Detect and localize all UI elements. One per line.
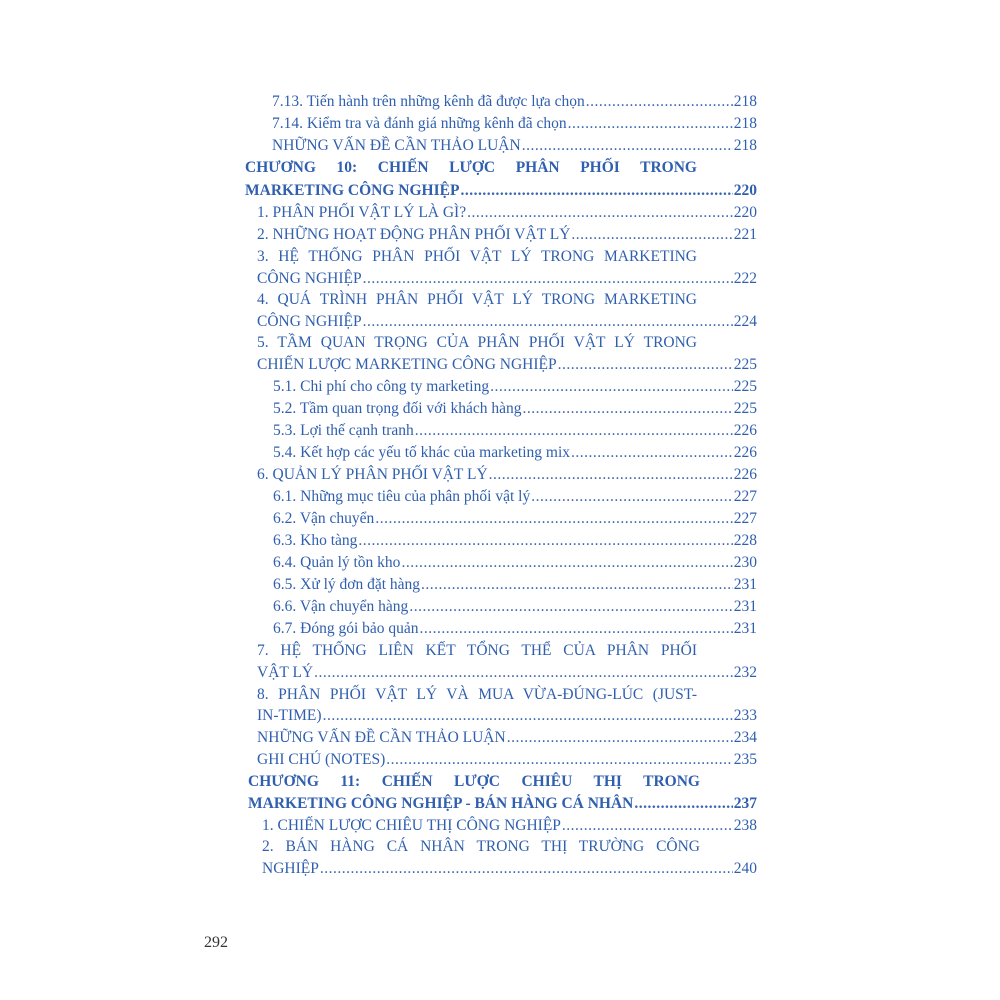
toc-page-number: 225 (733, 356, 757, 373)
toc-entry-title: 5. TẦM QUAN TRỌNG CỦA PHÂN PHỐI VẬT LÝ TRONG (257, 334, 697, 351)
dot-leader (386, 749, 732, 771)
dot-leader (531, 486, 733, 508)
dot-leader (558, 354, 733, 376)
toc-page-number: 232 (733, 664, 757, 681)
toc-line (262, 836, 700, 858)
toc-line (257, 354, 757, 376)
toc-line (257, 727, 757, 749)
toc-line (257, 749, 757, 771)
toc-entry-title: 6.5. Xử lý đơn đặt hàng (273, 576, 421, 593)
dot-leader (460, 180, 732, 202)
toc-page-number: 227 (733, 510, 757, 527)
dot-leader (320, 858, 733, 880)
toc-entry-title: 1. PHÂN PHỐI VẬT LÝ LÀ GÌ? (257, 204, 467, 221)
toc-page-number: 218 (733, 115, 757, 132)
dot-leader (323, 705, 733, 727)
toc-line (273, 618, 757, 640)
dot-leader (401, 552, 732, 574)
chapter-heading-line (245, 157, 697, 179)
toc-line (273, 552, 757, 574)
toc-page-number: 221 (733, 226, 757, 243)
chapter-title: MARKETING CÔNG NGHIỆP - BÁN HÀNG CÁ NHÂN (248, 795, 634, 812)
toc-line (257, 640, 697, 662)
toc-page-number: 228 (733, 532, 757, 549)
toc-line (273, 508, 757, 530)
toc-line (257, 705, 757, 727)
toc-page-number: 220 (733, 182, 757, 199)
toc-page-number: 222 (733, 270, 757, 287)
toc-page-number: 226 (733, 444, 757, 461)
dot-leader (420, 618, 733, 640)
toc-entry-title: 6. QUẢN LÝ PHÂN PHỐI VẬT LÝ (257, 466, 488, 483)
toc-entry-title: 6.3. Kho tàng (273, 532, 358, 549)
toc-entry-title: NGHIỆP (262, 860, 319, 877)
toc-page-number: 230 (733, 554, 757, 571)
toc-page-number: 233 (733, 707, 757, 724)
toc-line (273, 596, 757, 618)
dot-leader (314, 662, 733, 684)
dot-leader (363, 268, 733, 290)
dot-leader (634, 793, 732, 815)
toc-entry-title: 5.2. Tầm quan trọng đối với khách hàng (273, 400, 522, 417)
dot-leader (415, 420, 733, 442)
toc-line (257, 202, 757, 224)
page-number: 292 (204, 934, 228, 951)
chapter-heading-line (248, 793, 757, 815)
toc-page-number: 231 (733, 620, 757, 637)
dot-leader (409, 596, 732, 618)
toc-line (257, 224, 757, 246)
toc-line (257, 684, 697, 706)
toc-line (273, 486, 757, 508)
toc-page-number: 226 (733, 466, 757, 483)
toc-entry-title: 6.7. Đóng gói bảo quản (273, 620, 419, 637)
dot-leader (421, 574, 733, 596)
toc-line (273, 398, 757, 420)
dot-leader (490, 376, 733, 398)
dot-leader (522, 135, 733, 157)
toc-entry-title: GHI CHÚ (NOTES) (257, 751, 386, 768)
toc-entry-title: 5.4. Kết hợp các yếu tố khác của marketing mix (273, 444, 570, 461)
toc-entry-title: 6.1. Những mục tiêu của phân phối vật lý (273, 488, 531, 505)
dot-leader (363, 311, 733, 333)
toc-page-number: 237 (733, 795, 757, 812)
toc-entry-title: CÔNG NGHIỆP (257, 313, 362, 330)
dot-leader (507, 727, 733, 749)
toc-entry-title: 5.1. Chi phí cho công ty marketing (273, 378, 490, 395)
toc-page-number: 231 (733, 576, 757, 593)
toc-page-number: 240 (733, 860, 757, 877)
toc-line (257, 268, 757, 290)
dot-leader (523, 398, 733, 420)
toc-line (262, 815, 757, 837)
toc-page-number: 220 (733, 204, 757, 221)
toc-line (257, 311, 757, 333)
toc-page-number: 235 (733, 751, 757, 768)
toc-entry-title: 6.6. Vận chuyển hàng (273, 598, 409, 615)
toc-line (273, 530, 757, 552)
toc-entry-title: 5.3. Lợi thế cạnh tranh (273, 422, 414, 439)
toc-entry-title: NHỮNG VẤN ĐỀ CẦN THẢO LUẬN (272, 137, 521, 154)
toc-page-number: 234 (733, 729, 757, 746)
toc-page-number: 224 (733, 313, 757, 330)
toc-line (257, 332, 697, 354)
toc-line (272, 91, 757, 113)
dot-leader (571, 224, 732, 246)
toc-entry-title: 7.13. Tiến hành trên những kênh đã được lựa chọn (272, 93, 585, 110)
toc-entry-title: VẬT LÝ (257, 664, 314, 681)
dot-leader (467, 202, 733, 224)
chapter-heading-line (248, 771, 700, 793)
dot-leader (586, 91, 733, 113)
toc-page-number: 238 (733, 817, 757, 834)
toc-page-number: 218 (733, 137, 757, 154)
toc-line (262, 858, 757, 880)
toc-line (257, 289, 697, 311)
dot-leader (562, 815, 733, 837)
toc-entry-title: 7. HỆ THỐNG LIÊN KẾT TỔNG THỂ CỦA PHÂN PHỐI (257, 642, 697, 659)
toc-line (272, 135, 757, 157)
dot-leader (489, 464, 733, 486)
toc-page-number: 218 (733, 93, 757, 110)
toc-entry-title: 6.4. Quản lý tồn kho (273, 554, 401, 571)
toc-entry-title: 7.14. Kiểm tra và đánh giá những kênh đã chọn (272, 115, 567, 132)
toc-entry-title: 2. NHỮNG HOẠT ĐỘNG PHÂN PHỐI VẬT LÝ (257, 226, 571, 243)
toc-page-number: 227 (733, 488, 757, 505)
toc-page-number: 231 (733, 598, 757, 615)
toc-entry-title: 6.2. Vận chuyển (273, 510, 375, 527)
chapter-title: CHƯƠNG 10: CHIẾN LƯỢC PHÂN PHỐI TRONG (245, 159, 697, 176)
toc-entry-title: 8. PHÂN PHỐI VẬT LÝ VÀ MUA VỪA-ĐÚNG-LÚC (JUST- (257, 686, 697, 703)
chapter-title: CHƯƠNG 11: CHIẾN LƯỢC CHIÊU THỊ TRONG (248, 773, 700, 790)
dot-leader (358, 530, 732, 552)
toc-line (273, 574, 757, 596)
dot-leader (568, 113, 733, 135)
toc-page-number: 225 (733, 378, 757, 395)
toc-entry-title: IN-TIME) (257, 707, 322, 724)
toc-line (273, 376, 757, 398)
toc-page-number: 226 (733, 422, 757, 439)
toc-entry-title: CÔNG NGHIỆP (257, 270, 362, 287)
toc-entry-title: 1. CHIẾN LƯỢC CHIÊU THỊ CÔNG NGHIỆP (262, 817, 561, 834)
toc-line (257, 246, 697, 268)
toc-line (273, 442, 757, 464)
dot-leader (571, 442, 733, 464)
toc-entry-title: 2. BÁN HÀNG CÁ NHÂN TRONG THỊ TRƯỜNG CÔNG (262, 838, 700, 855)
chapter-heading-line (245, 180, 757, 202)
toc-entry-title: 4. QUÁ TRÌNH PHÂN PHỐI VẬT LÝ TRONG MARKETING (257, 291, 697, 308)
toc-page-number: 225 (733, 400, 757, 417)
chapter-title: MARKETING CÔNG NGHIỆP (245, 182, 460, 199)
toc-line (272, 113, 757, 135)
dot-leader (375, 508, 732, 530)
toc-line (273, 420, 757, 442)
toc-line (257, 662, 757, 684)
toc-entry-title: 3. HỆ THỐNG PHÂN PHỐI VẬT LÝ TRONG MARKETING (257, 248, 697, 265)
toc-entry-title: CHIẾN LƯỢC MARKETING CÔNG NGHIỆP (257, 356, 557, 373)
toc-entry-title: NHỮNG VẤN ĐỀ CẦN THẢO LUẬN (257, 729, 506, 746)
toc-line (257, 464, 757, 486)
